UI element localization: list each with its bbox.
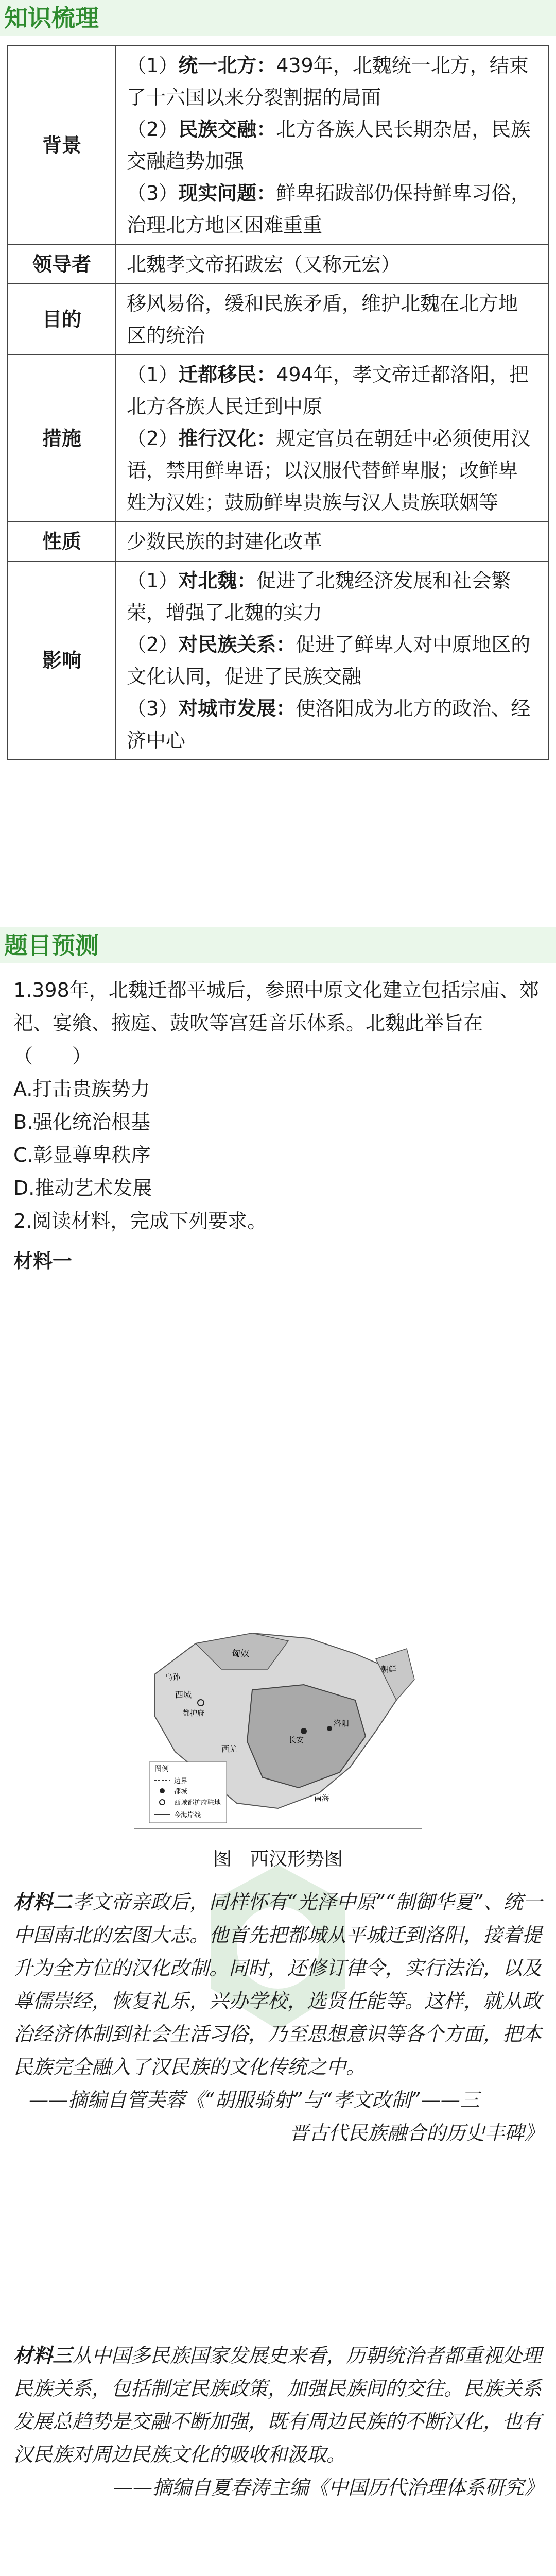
table-row [8,46,548,245]
map-label: 都护府 [183,1709,204,1718]
row-text: 北魏孝文帝拓跋宏（又称元宏） [116,245,548,284]
list-item: （1）统一北方：439年，北魏统一北方，结束了十六国以来分裂割据的局面 [127,54,529,109]
material-2 [13,1886,544,2149]
list-item: （3）对城市发展：使洛阳成为北方的政治、经济中心 [127,697,531,752]
question-2-stem: 2.阅读材料，完成下列要求。 [13,1210,267,1232]
material-2-source: ——摘编自管芙蓉《“胡服骑射”与“孝文改制”——三 [29,2089,480,2111]
material-2-source-cont: 晋古代民族融合的历史丰碑》 [289,2122,544,2144]
material-2-label: 材料二 [13,1890,73,1913]
city-marker [327,1726,332,1731]
capital-marker [301,1728,307,1734]
svg-text:今海岸线: 今海岸线 [174,1811,201,1819]
table-row [8,284,548,355]
row-label: 背景 [8,46,116,245]
map-caption: 图 西汉形势图 [213,1849,343,1870]
western-han-map [134,1613,422,1829]
table-row [8,522,548,561]
map-label: 匈奴 [232,1649,249,1659]
option-a: A.打击贵族势力 [13,1078,150,1100]
svg-text:都城: 都城 [174,1788,188,1795]
list-item: （1）迁都移民：494年，孝文帝迁都洛阳，把北方各族人民迁到中原 [127,363,529,418]
list-item: （2）民族交融：北方各族人民长期杂居，民族交融趋势加强 [127,118,531,173]
option-b: B.强化统治根基 [13,1111,151,1133]
material-3-source: ——摘编自夏春涛主编《中国历代治理体系研究》 [113,2476,544,2499]
list-item: （2）推行汉化：规定官员在朝廷中必须使用汉语，禁用鲜卑语；以汉服代替鲜卑服；改鲜卑姓为汉姓；鼓励鲜卑贵族与汉人贵族联姻等 [127,427,531,514]
material-2-text: 孝文帝亲政后，同样怀有“光泽中原”“制御华夏”、统一中国南北的宏图大志。他首先把都城从平城迁到洛阳，接着提升为全方位的汉化改制。同时，还修订律令，实行法治，以及尊儒崇经，恢复礼乐，兴办学校，选贤任能等。这样，就从政治经济体制到社会生活习俗，乃至思想意识等各个方面，把本民族完全融入了汉民族的文化传统之中。 [13,1891,543,2078]
row-label: 目的 [8,284,116,355]
question-1 [13,974,544,1278]
section-title-knowledge: 知识梳理 [0,0,556,36]
map-label: 西域 [175,1690,192,1700]
option-d: D.推动艺术发展 [13,1177,152,1199]
svg-text:边界: 边界 [174,1777,188,1785]
map-label: 长安 [288,1735,304,1744]
list-item: （1）对北魏：促进了北魏经济发展和社会繁荣，增强了北魏的实力 [127,569,511,624]
row-label: 措施 [8,355,116,522]
map-label: 洛阳 [334,1719,350,1728]
map-legend [149,1762,227,1823]
map-label: 西羌 [221,1744,237,1754]
row-label: 性质 [8,522,116,561]
table-row [8,245,548,284]
section-title-prediction: 题目预测 [0,927,556,963]
row-text: 移风易俗，缓和民族矛盾，维护北魏在北方地区的统治 [116,284,548,355]
list-item: （2）对民族关系：促进了鲜卑人对中原地区的文化认同，促进了民族交融 [127,633,531,688]
svg-text:图例: 图例 [154,1765,169,1773]
table-row [8,355,548,522]
question-stem: 1.398年，北魏迁都平城后，参照中原文化建立包括宗庙、郊祀、宴飨、掖庭、鼓吹等宫廷音乐体系。北魏此举旨在（ ） [13,979,539,1067]
map-label: 乌孙 [165,1672,181,1682]
table-row [8,561,548,760]
svg-text:西域都护府驻地: 西域都护府驻地 [174,1799,221,1807]
material-3 [13,2339,544,2504]
list-item: （3）现实问题：鲜卑拓跋部仍保持鲜卑习俗，治理北方地区困难重重 [127,182,531,236]
knowledge-table [7,45,549,760]
map-label: 朝鲜 [381,1665,397,1674]
map-label: 南海 [314,1793,330,1803]
row-label: 影响 [8,561,116,760]
option-c: C.彰显尊卑秩序 [13,1144,151,1166]
row-text: 少数民族的封建化改革 [116,522,548,561]
row-label: 领导者 [8,245,116,284]
material-3-label: 材料三 [13,2344,73,2367]
material-1-title: 材料一 [13,1250,73,1273]
material-3-text: 从中国多民族国家发展史来看，历朝统治者都重视处理民族关系，包括制定民族政策，加强民族间的交往。民族关系发展总趋势是交融不断加强，既有周边民族的不断汉化，也有汉民族对周边民族文化的吸收和汲取。 [13,2344,542,2466]
